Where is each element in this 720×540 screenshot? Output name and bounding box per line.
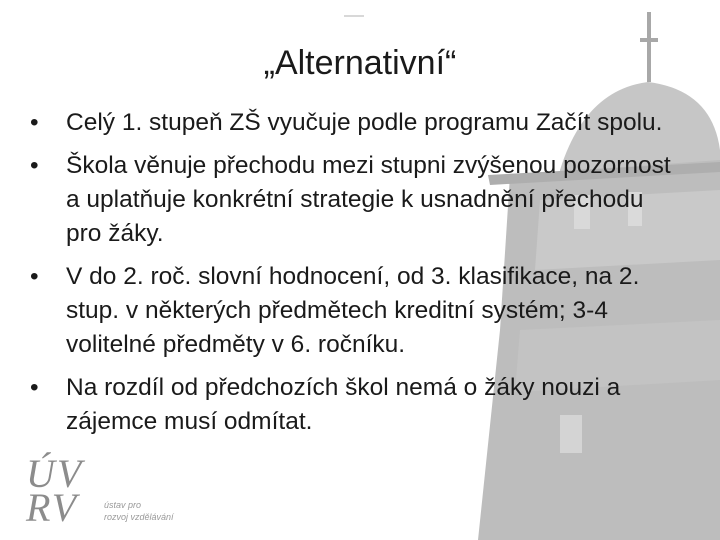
bullet-item: [30, 106, 680, 140]
bullet-item: [30, 371, 680, 439]
bullet-icon: •: [30, 152, 39, 179]
logo-line-2: RV: [26, 485, 79, 530]
top-divider: [344, 15, 364, 17]
bullet-icon: •: [30, 109, 39, 136]
bullet-text: Na rozdíl od předchozích škol nemá o žáky nouzi a zájemce musí odmítat.: [66, 374, 621, 435]
bullet-list: [30, 106, 680, 448]
logo-caption-2: rozvoj vzdělávání: [104, 512, 174, 522]
bullet-text: Celý 1. stupeň ZŠ vyučuje podle programu Začít spolu.: [66, 109, 663, 136]
bullet-text: V do 2. roč. slovní hodnocení, od 3. klasifikace, na 2. stup. v některých předmětech kreditní systém; 3-4 volitelné předměty v 6. ročníku.: [66, 263, 640, 358]
bullet-item: [30, 149, 680, 251]
slide-title: „Alternativní“: [263, 44, 457, 82]
logo-line-1: ÚV: [26, 451, 84, 496]
bullet-item: [30, 260, 680, 362]
bullet-icon: •: [30, 374, 39, 401]
bullet-icon: •: [30, 263, 39, 290]
uvrv-logo: [22, 450, 202, 530]
bullet-text: Škola věnuje přechodu mezi stupni zvýšenou pozornost a uplatňuje konkrétní strategie k usnadnění přechodu pro žáky.: [66, 152, 671, 247]
logo-caption-1: ústav pro: [104, 500, 142, 510]
